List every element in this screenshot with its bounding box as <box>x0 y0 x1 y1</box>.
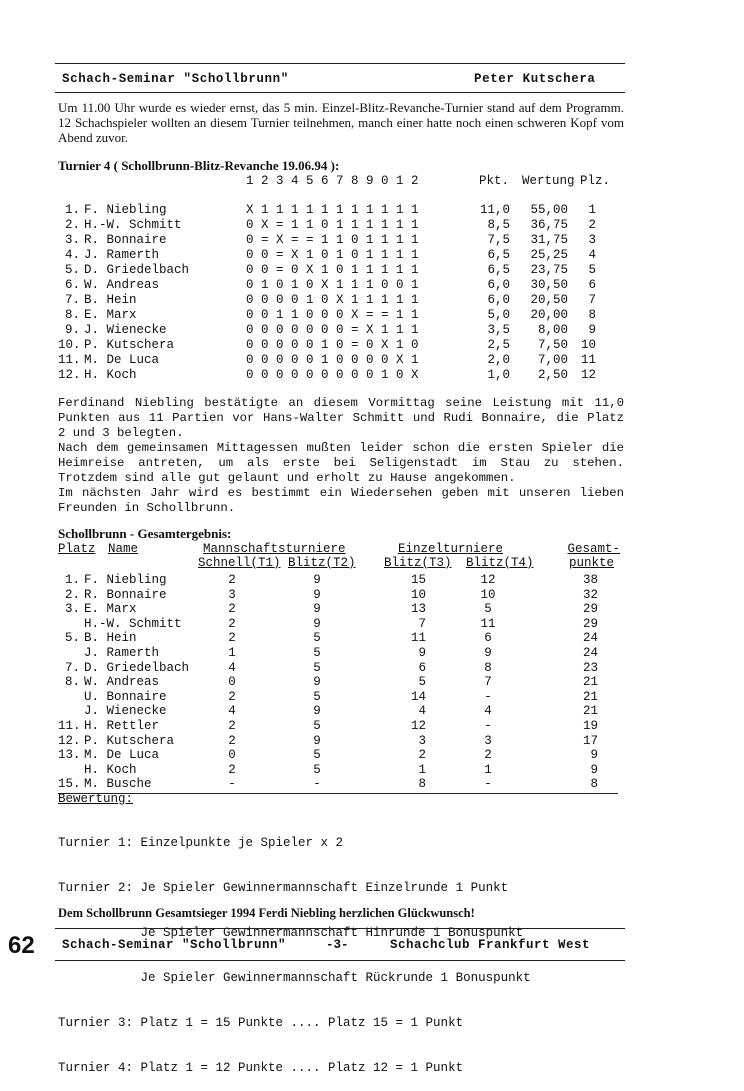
place: 5 <box>588 263 596 277</box>
tournament-title: Turnier 4 ( Schollbrunn-Blitz-Revanche 19.06.94 ): <box>58 158 340 173</box>
player-name: W. Andreas <box>84 278 160 292</box>
player-name: B. Hein <box>84 631 137 646</box>
player-name: J. Wienecke <box>84 323 167 337</box>
place: 2. <box>64 587 80 602</box>
points: 2,0 <box>487 353 510 367</box>
rating-header: Wertung <box>522 174 575 188</box>
table-row <box>58 704 624 719</box>
place: 3. <box>64 602 80 617</box>
result-grid: 0 0 0 0 1 0 X 1 1 1 1 1 <box>246 293 419 307</box>
table-row <box>58 293 618 308</box>
table-row <box>58 719 624 734</box>
player-name: U. Bonnaire <box>84 689 167 704</box>
t4-score: 2 <box>484 748 492 763</box>
col-t4-header: Blitz(T4) <box>466 556 534 570</box>
t2-score: 5 <box>313 646 321 660</box>
table-row <box>58 690 624 705</box>
table-row <box>58 631 624 646</box>
col-total-header: Gesamt- <box>567 542 620 556</box>
table-row <box>58 661 624 676</box>
player-name: D. Griedelbach <box>84 263 190 277</box>
place: 12 <box>580 368 596 382</box>
closing-text: Nach dem gemeinsamen Mittagessen mußten leider schon die ersten Spieler die Heimreise antreten, um als erste bei Seligenstadt im Stau zu stehen. Trotzdem sind alle gut gelaunt und erholt zu Hause angekommen. <box>58 441 624 485</box>
total-score: 8 <box>590 777 598 792</box>
round-header: 1 2 3 4 5 6 7 8 9 0 1 2 <box>246 174 419 188</box>
t2-score: 9 <box>313 573 321 587</box>
result-grid: 0 0 = X 1 0 1 0 1 1 1 1 <box>246 248 419 262</box>
t1-score: 4 <box>228 704 236 719</box>
rating-line: Turnier 2: Je Spieler Gewinnermannschaft Einzelrunde 1 Punkt <box>58 881 509 895</box>
player-name: H. Rettler <box>84 719 160 733</box>
rating: 23,75 <box>530 263 568 277</box>
player-name: M. De Luca <box>84 353 160 367</box>
table-row <box>58 278 618 293</box>
points: 6,0 <box>487 293 510 307</box>
points: 6,5 <box>487 248 510 262</box>
row-number: 1. <box>64 203 80 217</box>
place: 5. <box>64 631 80 646</box>
summary-paragraph <box>58 396 624 516</box>
place: 6 <box>588 278 596 292</box>
t1-score: 4 <box>228 660 236 675</box>
t3-score: 5 <box>418 675 426 690</box>
table-row <box>58 734 624 749</box>
row-number: 2. <box>64 218 80 232</box>
t1-score: 2 <box>228 689 236 704</box>
player-name: B. Hein <box>84 293 137 307</box>
points: 6,0 <box>487 278 510 292</box>
player-name: W. Andreas <box>84 675 160 690</box>
result-grid: 0 0 0 0 0 1 0 0 0 0 X 1 <box>246 353 419 367</box>
t4-score: - <box>484 719 492 733</box>
place: 4 <box>588 248 596 262</box>
row-number: 11. <box>58 353 81 367</box>
result-grid: X 1 1 1 1 1 1 1 1 1 1 1 <box>246 203 419 217</box>
row-number: 4. <box>64 248 80 262</box>
t1-score: 2 <box>228 616 236 631</box>
player-name: H. Koch <box>84 368 137 382</box>
total-score: 29 <box>582 616 598 631</box>
player-name: R. Bonnaire <box>84 587 167 602</box>
place: 11. <box>58 719 81 733</box>
header-top-rule <box>55 63 625 64</box>
player-name: J. Ramerth <box>84 646 160 660</box>
t3-score: 14 <box>410 689 426 704</box>
total-score: 38 <box>582 573 598 587</box>
total-score: 9 <box>590 748 598 763</box>
rating-line: Je Spieler Gewinnermannschaft Rückrunde 1 Bonuspunkt <box>58 971 531 985</box>
t2-score: 9 <box>313 587 321 602</box>
table-row <box>58 368 618 383</box>
table-row <box>58 763 624 778</box>
table-row <box>58 323 618 338</box>
table-row <box>58 617 624 632</box>
t2-score: 5 <box>313 762 321 777</box>
page-number: 62 <box>8 932 35 959</box>
place: 8 <box>588 308 596 322</box>
table-row <box>58 675 624 690</box>
rating-line: Turnier 4: Platz 1 = 12 Punkte .... Platz 12 = 1 Punkt <box>58 1061 464 1075</box>
total-score: 19 <box>582 719 598 733</box>
overall-header <box>58 542 624 572</box>
t4-score: 11 <box>480 616 496 631</box>
t3-score: 6 <box>418 660 426 675</box>
table-row <box>58 203 618 218</box>
footer-bottom-rule <box>55 960 625 961</box>
intro-text: Um 11.00 Uhr wurde es wieder ernst, das 5 min. Einzel-Blitz-Revanche-Turnier stand auf dem Programm. 12 Schachspieler wollten an diesem Turnier teilnehmen, manch einer hatte noch einen schweren Kopf vom Abend zuvor. <box>58 100 624 145</box>
col-t3-header: Blitz(T3) <box>384 556 452 570</box>
place: 1. <box>64 573 80 587</box>
row-number: 8. <box>64 308 80 322</box>
player-name: F. Niebling <box>84 203 167 217</box>
t4-score: 9 <box>484 646 492 660</box>
rating-line: Turnier 3: Platz 1 = 15 Punkte .... Platz 15 = 1 Punkt <box>58 1016 464 1030</box>
place: 13. <box>58 748 81 763</box>
rating: 7,00 <box>537 353 568 367</box>
row-number: 7. <box>64 293 80 307</box>
col-name-header: Name <box>108 542 139 556</box>
col-team-header: Mannschaftsturniere <box>203 542 346 556</box>
player-name: M. De Luca <box>84 748 160 763</box>
col-total2-header: punkte <box>568 556 614 570</box>
rating-line: Je Spieler Gewinnermannschaft Hinrunde 1 Bonuspunkt <box>58 926 524 940</box>
header-right: Peter Kutschera <box>474 72 596 86</box>
points-header: Pkt. <box>479 174 510 188</box>
table-row <box>58 248 618 263</box>
t2-score: - <box>313 777 321 792</box>
points: 1,0 <box>487 368 510 382</box>
t2-score: 9 <box>313 602 321 617</box>
row-number: 3. <box>64 233 80 247</box>
table-row <box>58 353 618 368</box>
row-number: 5. <box>64 263 80 277</box>
t1-score: 2 <box>228 602 236 617</box>
total-score: 21 <box>582 675 598 690</box>
rating: 2,50 <box>537 368 568 382</box>
t4-score: 10 <box>480 587 496 602</box>
t2-score: 5 <box>313 689 321 704</box>
place: 8. <box>64 675 80 690</box>
t3-score: 12 <box>410 719 426 733</box>
total-score: 24 <box>582 646 598 660</box>
row-number: 6. <box>64 278 80 292</box>
summary-text: Ferdinand Niebling bestätigte an diesem Vormittag seine Leistung mit 11,0 Punkten aus 11 Partien vor Hans-Walter Schmitt und Rudi Bonnaire, die Platz 2 und 3 belegten. <box>58 396 624 440</box>
t3-score: 3 <box>418 733 426 748</box>
rating: 30,50 <box>530 278 568 292</box>
player-name: J. Wienecke <box>84 704 167 719</box>
t1-score: - <box>228 777 236 792</box>
place: 3 <box>588 233 596 247</box>
total-score: 21 <box>582 704 598 719</box>
result-grid: 0 X = 1 1 0 1 1 1 1 1 1 <box>246 218 419 232</box>
table-row <box>58 646 624 661</box>
player-name: J. Ramerth <box>84 248 160 262</box>
t1-score: 2 <box>228 719 236 733</box>
t1-score: 2 <box>228 573 236 587</box>
place: 9 <box>588 323 596 337</box>
result-grid: 0 0 = 0 X 1 0 1 1 1 1 1 <box>246 263 419 277</box>
player-name: E. Marx <box>84 602 137 617</box>
points: 5,0 <box>487 308 510 322</box>
result-grid: 0 0 1 1 0 0 0 X = = 1 1 <box>246 308 419 322</box>
t3-score: 11 <box>410 631 426 646</box>
place: 15. <box>58 777 81 792</box>
t2-score: 5 <box>313 631 321 646</box>
result-grid: 0 0 0 0 0 1 0 = 0 X 1 0 <box>246 338 419 352</box>
player-name: F. Niebling <box>84 573 167 587</box>
player-name: M. Busche <box>84 777 152 792</box>
t3-score: 9 <box>418 646 426 660</box>
footer-center: -3- <box>326 938 349 952</box>
t4-score: 1 <box>484 762 492 777</box>
intro-paragraph <box>58 100 624 145</box>
overall-title: Schollbrunn - Gesamtergebnis: <box>58 526 232 541</box>
result-grid: 0 0 0 0 0 0 0 0 0 1 0 X <box>246 368 419 382</box>
col-t1-header: Schnell(T1) <box>198 556 281 570</box>
t2-score: 9 <box>313 704 321 719</box>
table-row <box>58 602 624 617</box>
t1-score: 3 <box>228 587 236 602</box>
t3-score: 1 <box>418 762 426 777</box>
t1-score: 2 <box>228 631 236 646</box>
t3-score: 15 <box>410 573 426 587</box>
row-number: 9. <box>64 323 80 337</box>
points: 7,5 <box>487 233 510 247</box>
place: 1 <box>588 203 596 217</box>
player-name: H.-W. Schmitt <box>84 616 182 631</box>
t2-score: 9 <box>313 733 321 748</box>
place: 7 <box>588 293 596 307</box>
place: 7. <box>64 660 80 675</box>
table-row <box>58 263 618 278</box>
total-score: 21 <box>582 689 598 704</box>
table-row <box>58 338 618 353</box>
points: 8,5 <box>487 218 510 232</box>
player-name: E. Marx <box>84 308 137 322</box>
congrats-line: Dem Schollbrunn Gesamtsieger 1994 Ferdi Niebling herzlichen Glückwunsch! <box>58 906 475 920</box>
t1-score: 2 <box>228 762 236 777</box>
points: 2,5 <box>487 338 510 352</box>
player-name: R. Bonnaire <box>84 233 167 247</box>
t1-score: 1 <box>228 646 236 660</box>
rating: 7,50 <box>537 338 568 352</box>
t1-score: 0 <box>228 748 236 763</box>
rating: 55,00 <box>530 203 568 217</box>
t4-score: 6 <box>484 631 492 646</box>
footer-top-rule <box>55 928 625 929</box>
col-single-header: Einzelturniere <box>398 542 504 556</box>
t4-score: 5 <box>484 602 492 617</box>
row-number: 10. <box>58 338 81 352</box>
closing2-text: Im nächsten Jahr wird es bestimmt ein Wiedersehen geben mit unseren lieben Freunden in Schollbrunn. <box>58 486 624 515</box>
row-number: 12. <box>58 368 81 382</box>
t3-score: 7 <box>418 616 426 631</box>
total-score: 9 <box>590 762 598 777</box>
t3-score: 2 <box>418 748 426 763</box>
table-row <box>58 233 618 248</box>
place: 10 <box>580 338 596 352</box>
result-grid: 0 1 0 1 0 X 1 1 1 0 0 1 <box>246 278 419 292</box>
player-name: H.-W. Schmitt <box>84 218 182 232</box>
t3-score: 13 <box>410 602 426 617</box>
t1-score: 0 <box>228 675 236 690</box>
footer-right: Schachclub Frankfurt West <box>390 938 591 952</box>
t4-score: - <box>484 689 492 704</box>
t2-score: 5 <box>313 660 321 675</box>
place: 11 <box>580 353 596 367</box>
player-name: D. Griedelbach <box>84 660 190 675</box>
t4-score: - <box>484 777 492 792</box>
footer-left: Schach-Seminar "Schollbrunn" <box>62 938 287 952</box>
points: 6,5 <box>487 263 510 277</box>
player-name: H. Koch <box>84 762 137 777</box>
place-header: Plz. <box>580 174 611 188</box>
t2-score: 5 <box>313 748 321 763</box>
rating: 31,75 <box>530 233 568 247</box>
table-row <box>58 748 624 763</box>
t3-score: 10 <box>410 587 426 602</box>
t4-score: 8 <box>484 660 492 675</box>
header-left: Schach-Seminar "Schollbrunn" <box>62 72 289 86</box>
t1-score: 2 <box>228 733 236 748</box>
table-row <box>58 588 624 603</box>
t4-score: 12 <box>480 573 496 587</box>
t4-score: 7 <box>484 675 492 690</box>
player-name: P. Kutschera <box>84 338 175 352</box>
place: 2 <box>588 218 596 232</box>
col-t2-header: Blitz(T2) <box>288 556 356 570</box>
points: 11,0 <box>479 203 510 217</box>
table-row <box>58 573 624 588</box>
rating: 20,00 <box>530 308 568 322</box>
player-name: P. Kutschera <box>84 733 175 748</box>
t4-score: 3 <box>484 733 492 748</box>
rating-title: Bewertung: <box>58 792 134 806</box>
result-grid: 0 = X = = 1 1 0 1 1 1 1 <box>246 233 419 247</box>
rating: 8,00 <box>537 323 568 337</box>
t4-score: 4 <box>484 704 492 719</box>
overall-bottom-rule <box>58 793 618 794</box>
total-score: 24 <box>582 631 598 646</box>
rating: 25,25 <box>530 248 568 262</box>
rating-line: Turnier 1: Einzelpunkte je Spieler x 2 <box>58 836 344 850</box>
table-row <box>58 308 618 323</box>
total-score: 17 <box>582 733 598 748</box>
table-row <box>58 218 618 233</box>
t2-score: 9 <box>313 675 321 690</box>
t2-score: 5 <box>313 719 321 733</box>
total-score: 23 <box>582 660 598 675</box>
result-grid: 0 0 0 0 0 0 0 = X 1 1 1 <box>246 323 419 337</box>
col-place-header: Platz <box>58 542 96 556</box>
rating: 36,75 <box>530 218 568 232</box>
total-score: 32 <box>582 587 598 602</box>
table-row <box>58 777 624 792</box>
rating: 20,50 <box>530 293 568 307</box>
t3-score: 8 <box>418 777 426 792</box>
total-score: 29 <box>582 602 598 617</box>
t3-score: 4 <box>418 704 426 719</box>
place: 12. <box>58 733 81 748</box>
points: 3,5 <box>487 323 510 337</box>
t2-score: 9 <box>313 616 321 631</box>
header-bottom-rule <box>55 92 625 93</box>
